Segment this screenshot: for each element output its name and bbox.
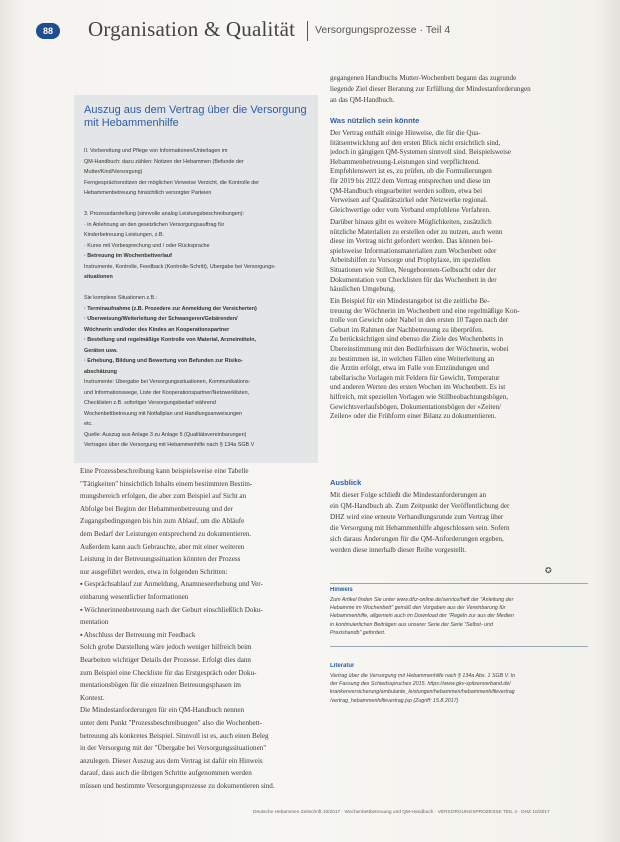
body-text-line: Der Vertrag enthält einige Hinweise, die für die Qua- xyxy=(330,129,481,137)
page-number-badge: 88 xyxy=(36,23,60,39)
body-text-line: Leistung in der Betreuungssituation könnten der Prozess xyxy=(80,555,241,564)
body-text-line: ▪ Abschluss der Betreuung mit Feedback xyxy=(80,630,196,639)
section-heading-outlook: Ausblick xyxy=(330,478,362,487)
body-text-line: diese im Vertrag nicht gefordert werden. Das können bei- xyxy=(330,237,493,246)
body-text-line: unter dem Punkt "Prozessbeschreibungen" also die Wochenbett- xyxy=(80,719,262,727)
article-end-mark: ✪ xyxy=(545,566,552,575)
body-text-line: hilfreich, mit speziellen Vorlagen wie Stillbeobachtungsbögen, xyxy=(330,393,509,401)
body-text-line: nur ausgeführt werden, etwa in folgenden Schritten: xyxy=(80,567,228,576)
contract-excerpt-line: Checklisten z.B. sofortiger Versorgungsbedarf während xyxy=(84,400,216,406)
header-divider xyxy=(307,21,308,41)
contract-excerpt-line: · Betreuung im Wochenbettverlauf xyxy=(84,253,172,259)
body-text-line: ein QM-Handbuch ab. Zum Zeitpunkt der Veröffentlichung der xyxy=(330,502,510,510)
body-text-line: Gleichwertige oder vom Verband empfohlene Verfahren. xyxy=(330,205,491,214)
body-text-line: liegende Ziel dieser Beratung zur Erfüllung der Mindestanforderungen xyxy=(330,85,531,93)
body-text-line: einbarung wesentlicher Informationen xyxy=(80,593,189,601)
body-text-line: Ein Beispiel für ein Mindestangebot ist die zeitliche Be- xyxy=(330,297,490,305)
contract-excerpt-line: Wöchnerin und/oder des Kindes an Kooperationspartner xyxy=(84,326,230,333)
contract-excerpt-line: Kinderbetreuung Leistungen, z.B. xyxy=(84,232,165,238)
body-text-line: Außerdem kann auch Gebrauchte, aber mit einer weiteren xyxy=(80,542,245,551)
body-text-line: dem Bedarf der Leistungen entsprechend zu dokumentieren. xyxy=(80,530,252,538)
body-text-line: betreuung als konkretes Beispiel. Sinnvoll ist es, auch einen Beleg xyxy=(80,731,269,740)
body-text-line: an das QM-Handbuch. xyxy=(330,96,395,104)
body-text-line: Hebammenbetreuung-Leistungen sind verpflichtend. xyxy=(330,157,480,166)
body-text-line: trolle von Gewicht oder Nabel in den ersten 10 Tagen nach der xyxy=(330,316,509,325)
contract-excerpt-line: Hebammenbetreuung hinsichtlich versorgter Parteien xyxy=(84,190,212,196)
literatur-line: /vertrag_hebammenhilfevertrag.jsp (Zugriff: 15.8.2017) xyxy=(330,697,459,704)
body-text-line: anzulegen. Dieser Auszug aus dem Vertrag ist dafür ein Hinweis xyxy=(80,756,263,765)
body-text-line: Darüber hinaus gibt es weitere Möglichkeiten, zusätzlich xyxy=(330,218,492,226)
body-text-line: litätsentwicklung auf den ersten Blick nicht ersichtlich sind, xyxy=(330,138,501,147)
body-text-line: für 2019 bis 2022 dem Vertrag entsprechen und diese im xyxy=(330,177,491,185)
body-text-line: Zu berücksichtigen sind ebenso die Ziele des Wochenbetts in xyxy=(330,335,504,344)
body-text-line: Empfehlenswert ist es, zu prüfen, ob die Formulierungen xyxy=(330,167,492,176)
body-text-line: "Tätigkeiten" hinsichtlich Inhalts einem bestimmten Bestim- xyxy=(80,479,253,488)
contract-excerpt-line: und Informationswege, Liste der Kooperationspartner/Netzwerklisten, xyxy=(84,389,250,396)
contract-excerpt-line: · Erhebung, Bildung und Bewertung von Befunden zur Risiko- xyxy=(84,358,243,364)
hinweis-heading: Hinweis xyxy=(330,587,353,593)
section-heading-useful: Was nützlich sein könnte xyxy=(330,116,420,125)
body-text-line: in der Versorgung mit der "Übergabe bei Versorgungssituationen" xyxy=(80,744,267,753)
body-text-line: Solch grobe Darstellung wäre jedoch weniger hilfreich beim xyxy=(80,643,252,652)
body-text-line: mentationsbögen für die einzelnen Betreuungsphasen im xyxy=(80,681,241,690)
divider-line xyxy=(330,583,588,584)
body-text-line: Situationen wie Stillen, Neugeborenen-Gelbsucht oder der xyxy=(330,266,496,274)
body-text-line: Geburt im Rahmen der Nachbetreuung zu überprüfen. xyxy=(330,325,484,334)
contract-excerpt-line: Mutter/Kind/Versorgung) xyxy=(84,169,143,175)
contract-excerpt-line: QM-Handbuch: dazu zählen: Notizen der Hebammen (Befunde der xyxy=(84,158,244,165)
body-text-line: Arbeitshilfen zu Vorsorge und Prophylaxe, im speziellen xyxy=(330,256,491,265)
body-text-line: nützliche Materialien zu erstellen oder zu nutzen, auch wenn xyxy=(330,227,503,236)
contract-excerpt-line: · Überweisung/Weiterleitung der Schwangeren/Gebärenden/ xyxy=(84,316,238,322)
body-text-line: und anderen Werten des ersten Wochen im Wochenbett. Es ist xyxy=(330,383,506,392)
contract-excerpt-title xyxy=(84,104,307,130)
contract-excerpt-line: Ferngesprächsnotizen der möglichen Verweise Verzicht, die Kontrolle der xyxy=(84,179,259,186)
body-text-line: treuung der Wöchnerin im Wochenbett und eine regelmäßige Kon- xyxy=(330,306,520,315)
box-title-line: mit Hebammenhilfe xyxy=(84,117,179,129)
contract-excerpt-line: II. Vorbereitung und Pflege von Informationen/Unterlagen im xyxy=(84,148,228,154)
hinweis-line: Praxishandb" gefordert. xyxy=(330,629,386,636)
divider-line xyxy=(330,646,588,647)
hinweis-line: Hebamme im Wochenbett" gemäß den Vorgaben aus der Vereinbarung für xyxy=(330,605,506,612)
body-text-line: Gewichtsverlaufsbögen, Dokumentationsbögen der »Zeiten/ xyxy=(330,402,501,411)
body-text-line: Bearbeiten wichtiger Details der Prozesse. Erfolgt dies dann xyxy=(80,656,251,664)
contract-excerpt-line: · Terminaufnahme (z.B. Prozedere zur Anmeldung der Versicherten) xyxy=(84,305,257,312)
body-text-line: Mit dieser Folge schließt die Mindestanforderungen an xyxy=(330,491,487,499)
contract-excerpt-line: abschätzung xyxy=(84,368,117,375)
body-text-line: werden diese innerhalb dieser Reihe vorgestellt. xyxy=(330,546,467,554)
body-text-line: Verweisen auf Qualitätszirkel oder Netzwerke regional. xyxy=(330,196,488,205)
body-text-line: müssen und bestimmte Versorgungsprozesse zu dokumentieren sind. xyxy=(80,782,275,790)
contract-excerpt-line: · Kurse mit Vorbesprechung und / oder Rücksprache xyxy=(84,242,210,249)
body-text-line: zum Beispiel eine Checkliste für das Erstgespräch oder Doku- xyxy=(80,668,257,677)
contract-excerpt-line: · in Anlehnung an den gesetzlichen Versorgungsauftrag für xyxy=(84,221,225,228)
body-text-line: QM-Handbuch eingearbeitet werden sollten, etwa bei xyxy=(330,186,483,195)
body-text-line: Übereinstimmung mit den Bedürfnissen der Wöchnerin, wobei xyxy=(330,345,509,353)
body-text-line: DHZ wird eine erneute Verhandlungsrunde zum Vertrag über xyxy=(330,513,504,521)
contract-excerpt-line: Sie komplexe Situationen z.B.: xyxy=(84,295,158,301)
contract-excerpt-line: Wochenbettbetreuung mit Notfallplan und Handlungsanweisungen xyxy=(84,410,243,417)
body-text-line: die Ärztin erfolgt, etwa im Falle von Entzündungen und xyxy=(330,364,489,373)
contract-excerpt-line: Quelle: Auszug aus Anlage 3 zu Anlage 5 (Qualitätsvereinbarungen) xyxy=(84,431,247,438)
contract-excerpt-line: situationen xyxy=(84,274,113,280)
literatur-line: der Fassung des Schiedsspruches 2015. https://www.gkv-spitzenverband.de/ xyxy=(330,681,511,688)
body-text-line: jedoch in gängigen QM-Systemen sinnvoll sind. Beispielsweise xyxy=(330,148,512,157)
literatur-heading: Literatur xyxy=(330,663,355,669)
body-text-line: Kontext. xyxy=(80,693,105,702)
body-text-line: mungsbereich erfolgen, die aber zum Beispiel auf Sicht an xyxy=(80,492,247,501)
contract-excerpt-line: etc. xyxy=(84,421,93,427)
body-text-line: Zugangsbedingungen bis hin zum Ablauf, um die Abläufe xyxy=(80,517,245,526)
body-text-line: spielsweise Informationsmaterialien zum Wochenbett oder xyxy=(330,246,497,255)
body-text-line: häuslichen Umgebung. xyxy=(330,285,396,294)
contract-excerpt-line: 3. Prozessdarstellung (sinnvolle analog Leistungsbeschreibungen): xyxy=(84,211,245,217)
body-text-line: ▪ Wöchnerinnenbetreuung nach der Geburt einschließlich Doku- xyxy=(80,605,263,614)
contract-excerpt-line: · Bestellung und regelmäßige Kontrolle von Material, Arzneimitteln, xyxy=(84,337,257,343)
contract-excerpt-line: Vertrages über die Versorgung mit Hebammenhilfe nach § 134a SGB V xyxy=(84,442,255,448)
body-text-line: Abfolge bei Beginn der Hebammenbetreuung und der xyxy=(80,504,233,513)
body-text-line: Die Mindestanforderungen für ein QM-Handbuch nennen xyxy=(80,706,245,715)
literatur-line: krankenversicherung/ambulante_leistungen/hebammen/hebammenhilfevertrag xyxy=(330,689,515,696)
body-text-line: tabellarische Vorlagen mit Feldern für Gewicht, Temperatur xyxy=(330,373,500,382)
body-text-line: gegangenen Handbuchs Mutter-Wochenbett begann das zugrunde xyxy=(330,74,517,82)
box-title-line: Auszug aus dem Vertrag über die Versorgung xyxy=(84,104,307,116)
body-text-line: Dokumentation von Checklisten für das Wochenbett in der xyxy=(330,275,497,284)
contract-excerpt-line: Instrumente: Übergabe bei Versorgungssituationen, Kommunikations- xyxy=(84,379,251,385)
hinweis-line: Hebammenhilfe, allgemein auch im Download der "Regeln zur aus der Medien xyxy=(330,613,514,620)
body-text-line: Zeilen« oder die Frühform einer Bilanz zu dokumentieren. xyxy=(330,412,497,421)
body-text-line: mentation xyxy=(80,618,109,627)
literatur-line: Vertrag über die Versorgung mit Hebammenhilfe nach § 134a Abs. 1 SGB V. In xyxy=(330,673,516,679)
body-text-line: die Versorgung mit Hebammenhilfe abgeschlossen sein. Sofern xyxy=(330,524,510,532)
body-text-line: ▪ Gesprächsablauf zur Anmeldung, Anamneseerhebung und Ver- xyxy=(80,580,263,589)
contract-excerpt-line: Instrumente, Kontrolle, Feedback (Kontrolle-Schritt), Übergabe bei Versorgungs- xyxy=(84,263,276,270)
hinweis-line: Zum Artikel finden Sie unter www.dhz-online.de/service/heft der "Anleitung der xyxy=(330,597,514,603)
body-text-line: sich daraus Änderungen für die QM-Anforderungen ergeben, xyxy=(330,535,504,543)
body-text-line: Eine Prozessbeschreibung kann beispielsweise eine Tabelle xyxy=(80,467,249,475)
contract-excerpt-line: Geräten usw. xyxy=(84,347,118,354)
body-text-line: zu bestimmen ist, in welchen Fällen eine Weiterleitung an xyxy=(330,354,495,363)
page-header-subtitle: Versorgungsprozesse · Teil 4 xyxy=(315,24,451,36)
page-header-title: Organisation & Qualität xyxy=(88,17,296,41)
page-footer: Deutsche Hebammen Zeitschrift 10/2017 · Wochenbettbetreuung und QM-Handbuch · VERSORGUNGSPROZESSE TEIL 4 · DHZ 10/2017 xyxy=(253,810,550,815)
hinweis-line: in kontinuierlichen Beiträgen aus unserer Serie der Serie "Selbst- und xyxy=(330,621,493,628)
body-text-line: darauf, dass auch die übrigen Schritte aufgenommen werden xyxy=(80,769,252,778)
